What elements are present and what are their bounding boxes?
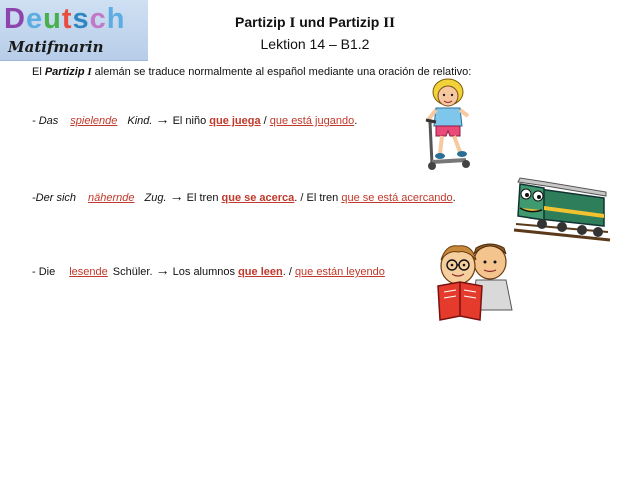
intro-part: Partizip <box>44 66 85 78</box>
intro-part: I <box>84 66 92 78</box>
row-end: . <box>354 115 358 127</box>
relative-clause-alt: que se está acercando <box>341 192 453 204</box>
train-image <box>512 170 612 242</box>
logo-subtitle: Matifmarin <box>8 38 104 56</box>
arrow: → <box>155 111 170 127</box>
title-part: I <box>289 15 296 31</box>
page-subtitle: Lektion 14 – B1.2 <box>260 36 370 52</box>
relative-clause: que se acerca <box>221 192 295 204</box>
row-prefix: -Der sich <box>32 192 77 204</box>
page-title <box>160 14 470 32</box>
logo <box>0 0 148 61</box>
relative-clause: que leen <box>238 266 283 278</box>
students-reading-image <box>432 240 522 324</box>
row-noun: Zug. <box>144 192 167 204</box>
row-text: El niño <box>169 115 210 127</box>
row-prefix: - Das <box>32 115 59 127</box>
child-on-scooter-image <box>420 76 478 172</box>
relative-clause: que juega <box>209 115 261 127</box>
logo-letter: h <box>106 3 126 35</box>
intro-part: El <box>32 66 45 78</box>
intro-text <box>32 66 622 78</box>
row-text: El tren <box>183 192 222 204</box>
answer-blank: spielende <box>70 115 118 127</box>
row-end: . <box>452 192 456 204</box>
row-sep: . / El tren <box>294 192 342 204</box>
logo-letter: s <box>72 3 90 35</box>
example-row <box>32 111 357 127</box>
logo-letter: u <box>43 3 62 35</box>
row-prefix: - Die <box>32 266 56 278</box>
example-row <box>32 188 456 204</box>
title-part: II <box>383 15 395 31</box>
relative-clause-alt: que está jugando <box>269 115 355 127</box>
arrow: → <box>169 188 184 204</box>
answer-blank: lesende <box>69 266 108 278</box>
relative-clause-alt: que están leyendo <box>294 266 385 278</box>
logo-word <box>4 3 125 35</box>
row-noun: Schüler. <box>112 266 153 278</box>
row-sep: / <box>260 115 270 127</box>
logo-letter: D <box>4 3 26 35</box>
arrow: → <box>155 262 170 278</box>
row-noun: Kind. <box>127 115 153 127</box>
row-text: Los alumnos <box>169 266 239 278</box>
title-part: und Partizip <box>295 14 384 30</box>
title-part: Partizip <box>235 14 290 30</box>
example-row <box>32 262 385 278</box>
logo-letter: t <box>61 3 73 35</box>
logo-letter: c <box>89 3 107 35</box>
answer-blank: nähernde <box>88 192 135 204</box>
logo-letter: e <box>25 3 44 35</box>
intro-part: alemán se traduce normalmente al español mediante una oración de relativo: <box>91 66 472 78</box>
row-sep: . / <box>282 266 295 278</box>
